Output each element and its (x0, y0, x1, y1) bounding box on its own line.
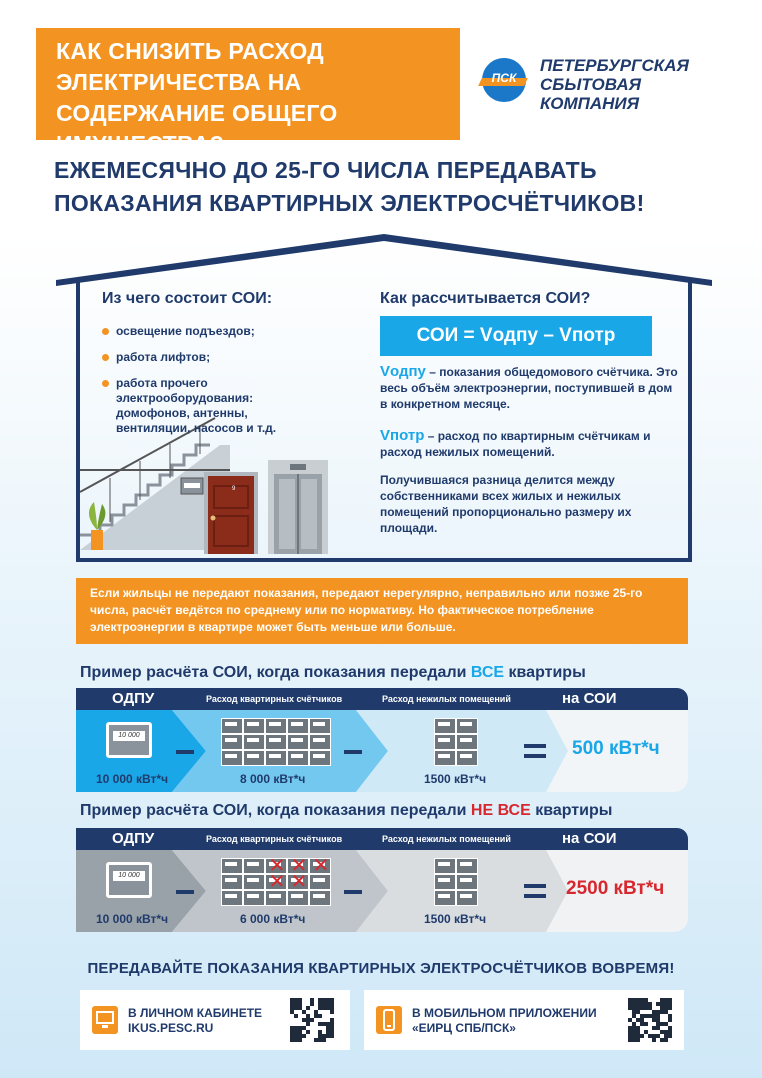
v-potr-paragraph (380, 428, 680, 460)
header-soi: на СОИ (562, 830, 617, 847)
apartment-meter-icon (309, 734, 331, 750)
apartment-meter-icon (434, 874, 456, 890)
apartment-meter-icon (287, 874, 309, 890)
formula-box: СОИ = Vодпу – Vпотр (380, 316, 652, 356)
apartment-meter-icon (287, 718, 309, 734)
apartment-meter-icon (221, 734, 243, 750)
composition-title: Из чего состоит СОИ: (102, 290, 273, 307)
example1-title-prefix: Пример расчёта СОИ, когда показания передали (80, 664, 467, 681)
composition-list (102, 324, 312, 447)
apartment-meter-icon (434, 858, 456, 874)
apartment-meter-icon (221, 750, 243, 766)
headline: ЕЖЕМЕСЯЧНО ДО 25-ГО ЧИСЛА ПЕРЕДАВАТЬ ПОКАЗАНИЯ КВАРТИРНЫХ ЭЛЕКТРОСЧЁТЧИКОВ! (54, 157, 645, 216)
personal-account-card[interactable] (80, 990, 350, 1050)
apartment-meter-icon (221, 858, 243, 874)
personal-account-text (128, 1006, 298, 1036)
apartment-meter-icon (287, 734, 309, 750)
example1-header (76, 688, 688, 710)
logo-abbr: ПСК (491, 71, 517, 85)
apartment-meter-icon (309, 858, 331, 874)
apartment-meter-icon (243, 718, 265, 734)
apartment-meter-icon (434, 734, 456, 750)
header-nonresidential: Расход нежилых помещений (382, 694, 511, 704)
apartment-meter-icon (243, 734, 265, 750)
nonresidential-value: 1500 кВт*ч (424, 772, 487, 786)
header-odpu: ОДПУ (112, 690, 155, 707)
apartments-value: 8 000 кВт*ч (240, 772, 306, 786)
example1-title-highlight: ВСЕ (470, 664, 505, 681)
minus-sign (176, 890, 194, 894)
example2-title-suffix: квартиры (535, 802, 613, 819)
apartment-meter-icon (243, 750, 265, 766)
apartment-meter-icon (221, 890, 243, 906)
v-odpu-paragraph (380, 364, 680, 412)
equals-sign-top (524, 884, 546, 888)
bottom-call-to-action (0, 960, 762, 977)
page-title: КАК СНИЗИТЬ РАСХОД ЭЛЕКТРИЧЕСТВА НА СОДЕРЖАНИЕ ОБЩЕГО ИМУЩЕСТВА? (56, 38, 338, 157)
mobile-app-card[interactable] (364, 990, 684, 1050)
example2-title-highlight: НЕ ВСЕ (470, 802, 531, 819)
apartment-meter-icon (243, 874, 265, 890)
apartment-meter-icon (434, 890, 456, 906)
apartment-meter-icon (434, 718, 456, 734)
phone-icon (376, 1006, 402, 1034)
apartment-meter-icon (265, 874, 287, 890)
apartment-meter-icon (456, 718, 478, 734)
app-link[interactable]: «ЕИРЦ СПБ/ПСК» (412, 1021, 516, 1035)
list-item: работа лифтов; (102, 350, 312, 365)
door-icon (204, 472, 258, 554)
qr-code-icon (290, 998, 334, 1042)
cta-prefix: ПЕРЕДАВАЙТЕ ПОКАЗАНИЯ КВАРТИРНЫХ ЭЛЕКТРОСЧЁТЧИКОВ (87, 960, 588, 977)
header-apartments: Расход квартирных счётчиков (206, 694, 343, 704)
apartment-meter-icon (265, 750, 287, 766)
example2-title (80, 802, 612, 820)
mobile-app-text (412, 1006, 612, 1036)
qr-code-icon (628, 998, 672, 1042)
result-value: 2500 кВт*ч (566, 878, 665, 899)
apartment-meter-icon (287, 750, 309, 766)
company-name: ПЕТЕРБУРГСКАЯ СБЫТОВАЯ КОМПАНИЯ (540, 56, 689, 113)
cta-strong: ВОВРЕМЯ! (591, 960, 675, 977)
apartment-meter-icon (265, 718, 287, 734)
v-odpu-text: – показания общедомового счётчика. Это весь объём электроэнергии, поступившей в дом в конкретном месяце. (380, 365, 678, 411)
odpu-value: 10 000 кВт*ч (96, 772, 169, 786)
apartment-meter-icon (221, 718, 243, 734)
apartment-meter-icon (434, 750, 456, 766)
apartment-meter-icon (456, 858, 478, 874)
apartment-meter-icon (243, 858, 265, 874)
apartment-meter-icon (265, 734, 287, 750)
result-value: 500 кВт*ч (572, 738, 660, 759)
example2-body (76, 850, 688, 932)
list-item: работа прочего электрооборудования: домофонов, антенны, вентиляции, насосов и т.д. (102, 376, 312, 436)
ikus-link[interactable]: IKUS.PESC.RU (128, 1021, 214, 1035)
equals-sign-top (524, 744, 546, 748)
minus-sign (344, 890, 362, 894)
nonresidential-value: 1500 кВт*ч (424, 912, 487, 926)
calculation-title: Как рассчитывается СОИ? (380, 290, 591, 307)
apartment-meter-icon (309, 718, 331, 734)
apartment-meter-icon (456, 750, 478, 766)
apartment-meter-icon (456, 734, 478, 750)
equals-sign-bottom (524, 754, 546, 758)
minus-sign (176, 750, 194, 754)
apartment-meter-icon (309, 750, 331, 766)
warning-note: Если жильцы не передают показания, передают нерегулярно, неправильно или позже 25-го числа, расчёт ведётся по среднему или по нормативу. Но фактическое потребление электроэнергии в квартире может быть меньше или больше. (76, 578, 688, 644)
computer-icon (92, 1006, 118, 1034)
example1-title-suffix: квартиры (508, 664, 586, 681)
apartment-meter-icon (221, 874, 243, 890)
apartment-meter-icon (456, 890, 478, 906)
list-item: освещение подъездов; (102, 324, 312, 339)
example2-header (76, 828, 688, 850)
apartment-meter-icon (456, 874, 478, 890)
header-nonresidential: Расход нежилых помещений (382, 834, 511, 844)
header-odpu: ОДПУ (112, 830, 155, 847)
minus-sign (344, 750, 362, 754)
example1-title (80, 664, 586, 682)
apartments-value: 6 000 кВт*ч (240, 912, 306, 926)
example2-title-prefix: Пример расчёта СОИ, когда показания передали (80, 802, 467, 819)
header-soi: на СОИ (562, 690, 617, 707)
v-potr-term: Vпотр (380, 427, 425, 444)
conclusion-paragraph: Получившаяся разница делится между собственниками всех жилых и нежилых помещений пропорционально размеру их площади. (380, 473, 632, 535)
v-odpu-term: Vодпу (380, 363, 426, 380)
equals-sign-bottom (524, 894, 546, 898)
odpu-meter-icon: 10 000 (106, 722, 152, 758)
door-number: 9 (232, 486, 236, 492)
apartment-meter-icon (309, 890, 331, 906)
header-apartments: Расход квартирных счётчиков (206, 834, 343, 844)
elevator-icon (268, 460, 328, 554)
apartment-meter-icon (243, 890, 265, 906)
v-potr-text: – расход по квартирным счётчикам и расход нежилых помещений. (380, 429, 651, 459)
example1-body (76, 710, 688, 792)
card1-line1: В ЛИЧНОМ КАБИНЕТЕ (128, 1006, 263, 1020)
card2-line1: В МОБИЛЬНОМ ПРИЛОЖЕНИИ (412, 1006, 597, 1020)
odpu-meter-icon: 10 000 (106, 862, 152, 898)
odpu-value: 10 000 кВт*ч (96, 912, 169, 926)
